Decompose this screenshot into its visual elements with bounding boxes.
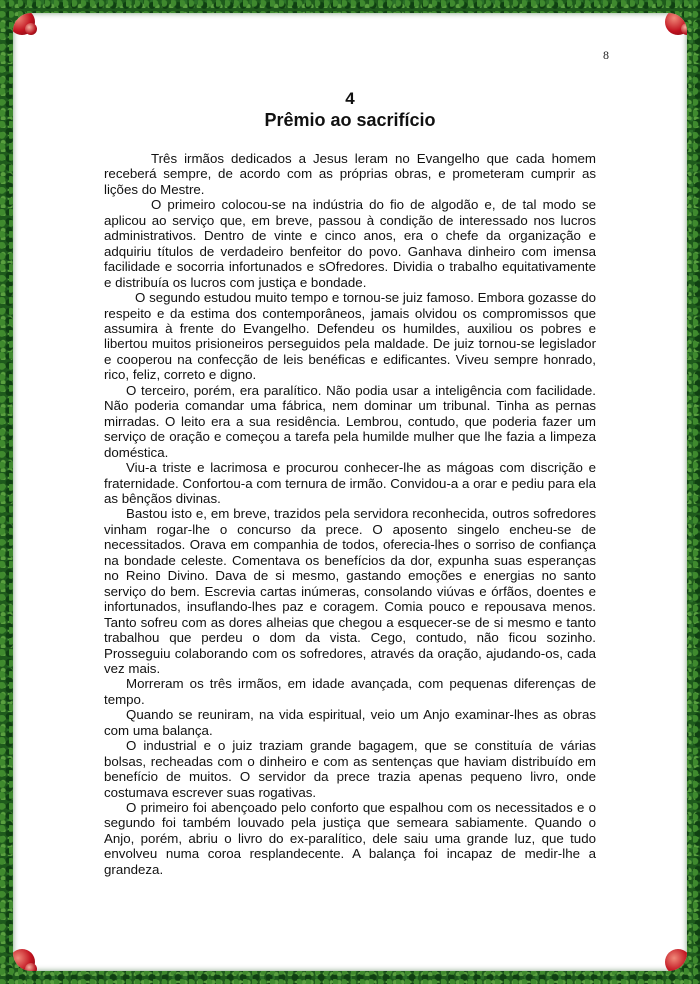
paragraph: Bastou isto e, em breve, trazidos pela servidora reconhecida, outros sofredores vinham rogar-lhe o concurso da prece. O aposento singelo encheu-se de necessitados. Orava em companhia de todos, oferecia-lhes o sorriso de confiança na bondade celeste. Comentava os benefícios da dor, expunha suas esperanças no Reino Divino. Dava de si mesmo, gastando emoções e energias no santo serviço do bem. Escrevia cartas inúmeras, consolando viúvas e órfãos, doentes e infortunados, insuflando-lhes paz e coragem. Comia pouco e repousava menos. Tanto sofreu com as dores alheias que chegou a esquecer-se de si mesmo e tanto trabalhou que perdeu o dom da vista. Cego, contudo, não ficou sozinho. Prosseguiu colaborando com os sofredores, através da oração, ajudando-os, cada vez mais.	[104, 506, 596, 676]
red-berry-ornament	[665, 949, 687, 971]
red-berry-ornament	[13, 949, 35, 971]
chapter-title: Prêmio ao sacrifício	[264, 110, 436, 130]
paragraph: O industrial e o juiz traziam grande bagagem, que se constituía de várias bolsas, recheadas com o dinheiro e com as sentenças que haviam distribuído em benefício de muitos. O servidor da prece trazia apenas pequeno livro, onde costumava escrever suas rogativas.	[104, 738, 596, 800]
document-page	[13, 13, 687, 971]
paragraph: Quando se reuniram, na vida espiritual, veio um Anjo examinar-lhes as obras com uma balança.	[104, 707, 596, 738]
paragraph: O primeiro foi abençoado pelo conforto que espalhou com os necessitados e o segundo foi também louvado pela justiça que semeara sabiamente. Quando o Anjo, porém, abriu o livro do ex-paralítico, dele saiu uma grande luz, que tudo envolveu numa coroa resplandecente. A balança foi incapaz de medir-lhe a grandeza.	[104, 800, 596, 877]
paragraph: Três irmãos dedicados a Jesus leram no Evangelho que cada homem receberá sempre, de acordo com as próprias obras, e prometeram cumprir as lições do Mestre.	[104, 151, 596, 197]
chapter-body	[104, 151, 596, 877]
red-berry-ornament	[665, 13, 687, 35]
paragraph: O terceiro, porém, era paralítico. Não podia usar a inteligência com facilidade. Não poderia comandar uma fábrica, nem dominar um tribunal. Tinha as pernas mirradas. O leito era a sua residência. Lembrou, contudo, que poderia fazer um serviço de oração e começou a tarefa pela humilde mulher que lhe fazia a limpeza doméstica.	[104, 382, 596, 460]
paragraph: Morreram os três irmãos, em idade avançada, com pequenas diferenças de tempo.	[104, 676, 596, 707]
paragraph: O segundo estudou muito tempo e tornou-se juiz famoso. Embora gozasse do respeito e da estima dos contemporâneos, jamais olvidou os compromissos que assumira à frente do Evangelho. Defendeu os humildes, auxiliou os pobres e libertou muitos prisioneiros perseguidos pela maldade. De juiz tornou-se legislador e cooperou na confecção de leis benéficas e edificantes. Viveu sempre honrado, rico, feliz, correto e digno.	[104, 290, 596, 383]
page-number: 8	[603, 48, 609, 62]
paragraph: O primeiro colocou-se na indústria do fio de algodão e, de tal modo se aplicou ao serviço que, em breve, passou à condição de interessado nos lucros administrativos. Dentro de vinte e cinco anos, era o chefe da organização e adquiriu títulos de verdadeiro benfeitor do povo. Ganhava dinheiro com imensa facilidade e socorria infortunados e sOfredores. Dividia o trabalho equitativamente e distribuía os lucros com justiça e bondade.	[104, 197, 596, 290]
paragraph: Viu-a triste e lacrimosa e procurou conhecer-lhe as mágoas com discrição e fraternidade. Confortou-a com ternura de irmão. Convidou-a a orar e pediu para ela as bênçãos divinas.	[104, 460, 596, 506]
red-berry-ornament	[13, 13, 35, 35]
chapter-number: 4	[345, 89, 355, 108]
